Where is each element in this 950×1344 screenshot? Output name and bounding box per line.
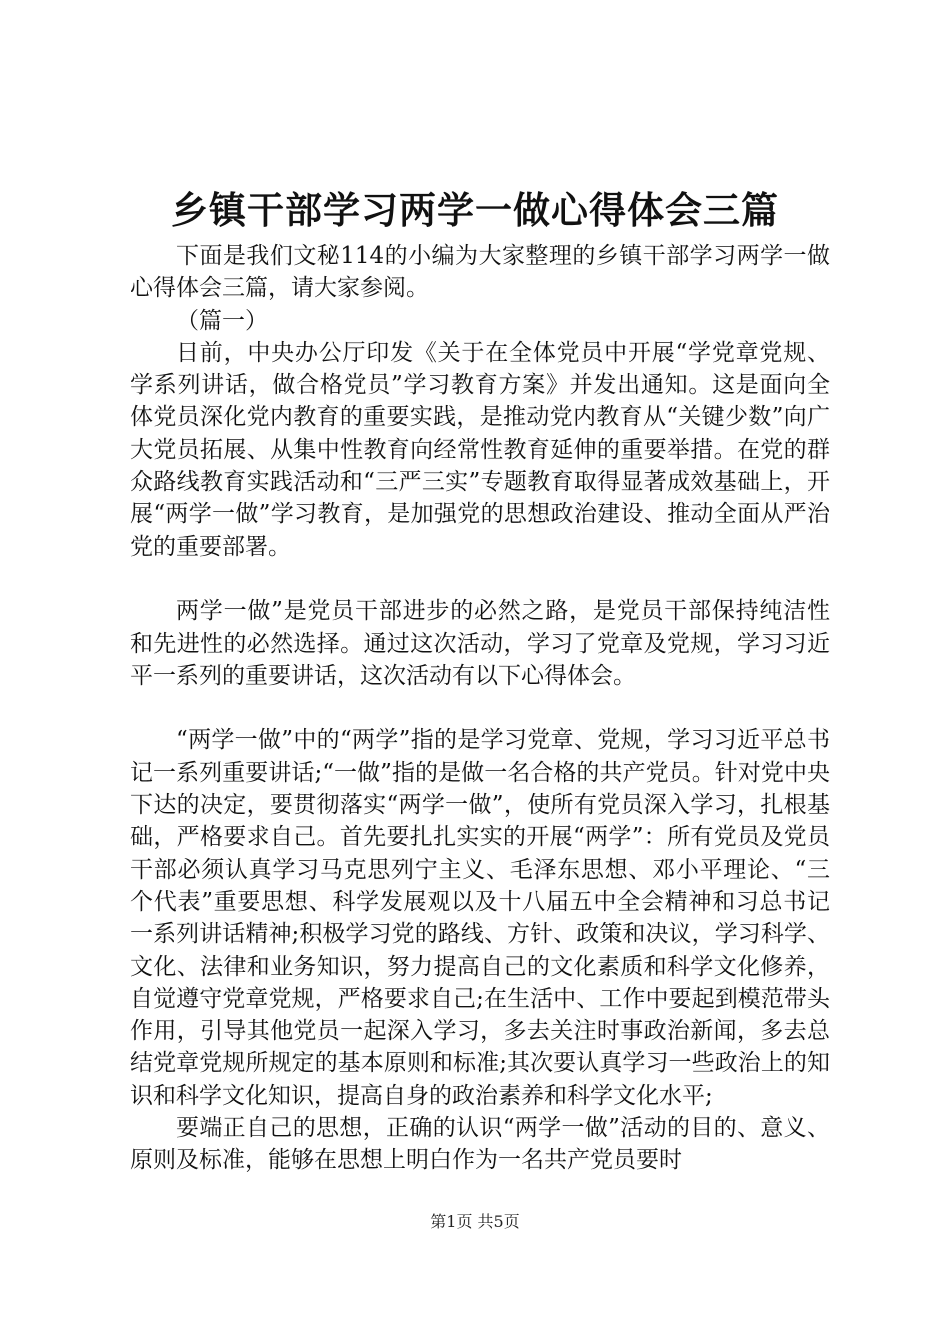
body-paragraph: 要端正自己的思想，正确的认识“两学一做”活动的目的、意义、原则及标准，能够在思想上明白作为一名共产党员要时 (130, 1115, 830, 1174)
body-paragraph: “两学一做”中的“两学”指的是学习党章、党规，学习习近平总书记一系列重要讲话;“一做”指的是做一名合格的共产党员。针对党中央下达的决定，要贯彻落实“两学一做”，使所有党员深入学习，扎根基础，严格要求自己。首先要扎扎实实的开展“两学”：所有党员及党员干部必须认真学习马克思列宁主义、毛泽东思想、邓小平理论、“三个代表”重要思想、科学发展观以及十八届五中全会精神和习总书记一系列讲话精神;积极学习党的路线、方针、政策和决议，学习科学、文化、法律和业务知识，努力提高自己的文化素质和科学文化修养，自觉遵守党章党规，严格要求自己;在生活中、工作中要起到模范带头作用，引导其他党员一起深入学习，多去关注时事政治新闻，多去总结党章党规所规定的基本原则和标准;其次要认真学习一些政治上的知识和科学文化知识，提高自身的政治素养和科学文化水平; (130, 727, 830, 1109)
body-paragraph: 日前，中央办公厅印发《关于在全体党员中开展“学党章党规、学系列讲话，做合格党员”学习教育方案》并发出通知。这是面向全体党员深化党内教育的重要实践，是推动党内教育从“关键少数”向广大党员拓展、从集中性教育向经常性教育延伸的重要举措。在党的群众路线教育实践活动和“三严三实”专题教育取得显著成效基础上，开展“两学一做”学习教育，是加强党的思想政治建设、推动全面从严治党的重要部署。 (130, 339, 830, 560)
intro-paragraph: 下面是我们文秘114的小编为大家整理的乡镇干部学习两学一做心得体会三篇，请大家参阅。 (130, 243, 830, 302)
page-footer: 第1页 共5页 (430, 1212, 520, 1231)
document-title: 乡镇干部学习两学一做心得体会三篇 (171, 188, 779, 232)
section-heading: （篇一） (176, 307, 268, 334)
body-paragraph: 两学一做”是党员干部进步的必然之路，是党员干部保持纯洁性和先进性的必然选择。通过这次活动，学习了党章及党规，学习习近平一系列的重要讲话，这次活动有以下心得体会。 (130, 598, 830, 689)
document-body (130, 240, 830, 1177)
